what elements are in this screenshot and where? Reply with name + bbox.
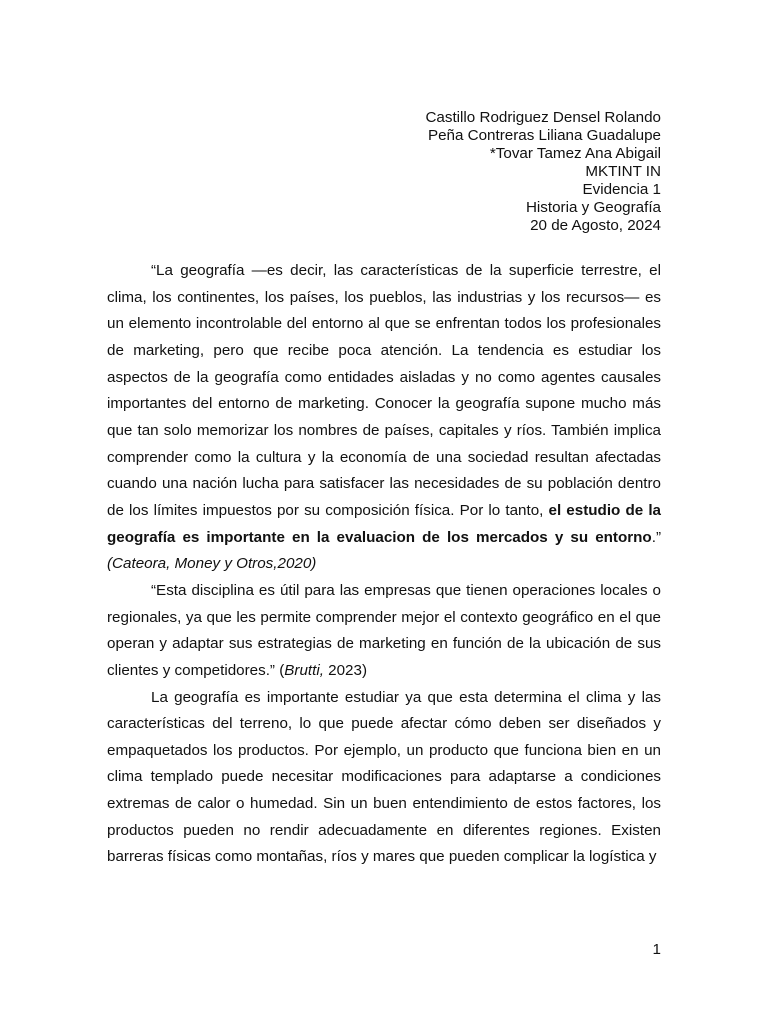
paragraph-1-bold: el estudio de la geografía es importante en la evaluacion de los mercados y su entorno bbox=[107, 501, 661, 546]
author-header bbox=[261, 109, 661, 235]
paragraph-2 bbox=[107, 578, 661, 685]
paragraph-1-text: “La geografía —es decir, las características de la superficie terrestre, el clima, los continentes, los países, los pueblos, las industrias y los recursos— es un elemento incontrolable del entorno al que se enfrentan todos los profesionales de marketing, pero que recibe poca atención. La tendencia es estudiar los aspectos de la geografía como entidades aisladas y no como agentes causales importantes del entorno de marketing. Conocer la geografía supone mucho más que tan solo memorizar los nombres de países, capitales y ríos. También implica comprender como la cultura y la economía de una sociedad resultan afectadas cuando una nación lucha para satisfacer las necesidades de su población dentro de los límites impuestos por su composición física. Por lo tanto, bbox=[107, 262, 661, 519]
paragraph-1 bbox=[107, 258, 661, 578]
page-number: 1 bbox=[652, 941, 661, 958]
document-body bbox=[107, 258, 661, 871]
paragraph-2-closing: 2023) bbox=[323, 661, 368, 679]
header-line-assignment: Evidencia 1 bbox=[582, 181, 661, 198]
paragraph-1-closing: .” bbox=[651, 528, 661, 546]
header-line-course: MKTINT IN bbox=[585, 163, 661, 180]
header-line-author-3: *Tovar Tamez Ana Abigail bbox=[489, 145, 661, 162]
paragraph-3: La geografía es importante estudiar ya que esta determina el clima y las características del terreno, lo que puede afectar cómo deben ser diseñados y empaquetados los productos. Por ejemplo, un producto que funciona bien en un clima templado puede necesitar modificaciones para adaptarse a condiciones extremas de calor o humedad. Sin un buen entendimiento de estos factores, los productos pueden no rendir adecuadamente en diferentes regiones. Existen barreras físicas como montañas, ríos y mares que pueden complicar la logística y bbox=[107, 688, 661, 866]
header-line-author-2: Peña Contreras Liliana Guadalupe bbox=[427, 127, 661, 144]
paragraph-1-citation: (Cateora, Money y Otros,2020) bbox=[107, 555, 317, 573]
header-line-subject: Historia y Geografía bbox=[525, 199, 661, 216]
paragraph-2-citation: Brutti, bbox=[284, 661, 324, 679]
paragraph-2-text: “Esta disciplina es útil para las empresas que tienen operaciones locales o regionales, ya que les permite comprender mejor el contexto geográfico en el que operan y adaptar sus estrategias de marketing en función de la ubicación de sus clientes y competidores.” ( bbox=[107, 581, 661, 679]
header-line-date: 20 de Agosto, 2024 bbox=[530, 217, 661, 234]
header-line-author-1: Castillo Rodriguez Densel Rolando bbox=[425, 109, 661, 126]
